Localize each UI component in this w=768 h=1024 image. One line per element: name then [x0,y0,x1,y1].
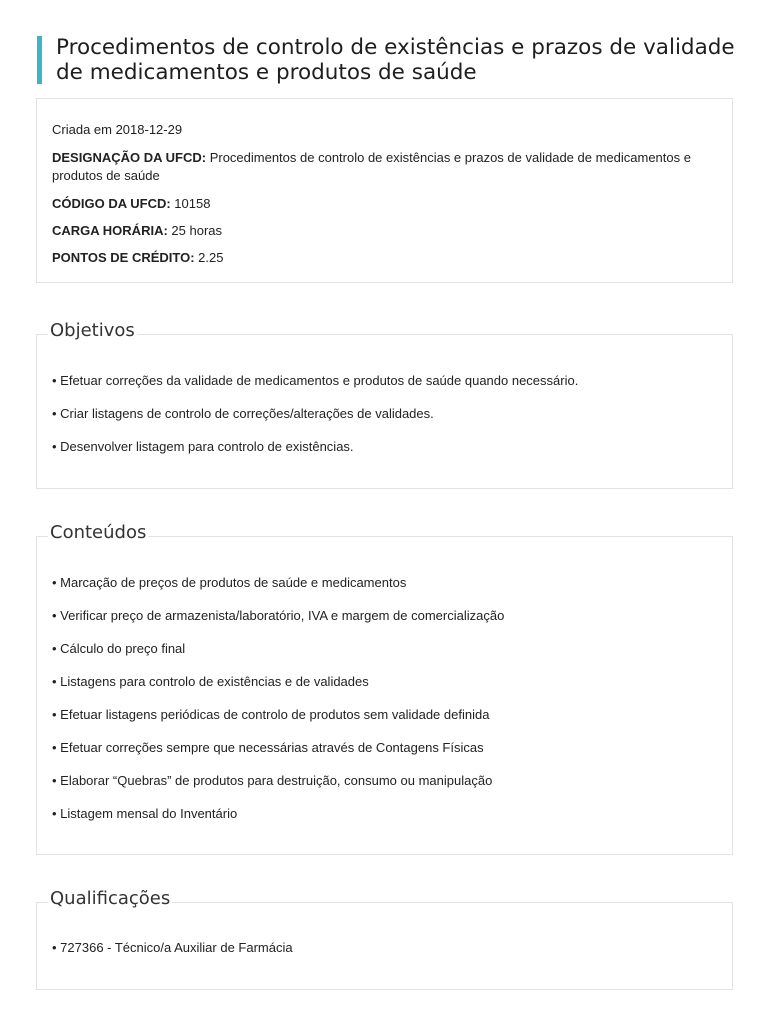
credits-label: PONTOS DE CRÉDITO: [52,250,195,265]
credits-value: 2.25 [194,250,224,265]
info-card [36,98,733,283]
page-header [37,36,737,86]
designation-field [52,149,712,185]
code-label: CÓDIGO DA UFCD: [52,196,171,211]
objetivos-title: Objetivos [50,320,135,341]
list-item: • Listagem mensal do Inventário [52,806,238,821]
code-value: 10158 [170,196,211,211]
list-item: • Efetuar correções da validade de medicamentos e produtos de saúde quando necessário. [52,373,579,388]
list-item: • Elaborar “Quebras” de produtos para destruição, consumo ou manipulação [52,773,493,788]
title-accent-bar [37,36,42,84]
list-item: • Desenvolver listagem para controlo de existências. [52,439,354,454]
created-date: Criada em 2018-12-29 [52,122,183,137]
list-item: • Efetuar listagens periódicas de controlo de produtos sem validade definida [52,707,490,722]
list-item: • Listagens para controlo de existências e de validades [52,674,369,689]
hours-label: CARGA HORÁRIA: [52,223,168,238]
qualificacoes-card [36,902,733,990]
qualificacoes-title: Qualificações [50,888,171,909]
page-title: Procedimentos de controlo de existências e prazos de validade de medicamentos e produtos de saúde [56,35,735,85]
list-item: • Efetuar correções sempre que necessárias através de Contagens Físicas [52,740,484,755]
designation-label: DESIGNAÇÃO DA UFCD: [52,150,207,165]
list-item: • Criar listagens de controlo de correções/alterações de validades. [52,406,434,421]
conteudos-card [36,536,733,855]
list-item: • Verificar preço de armazenista/laboratório, IVA e margem de comercialização [52,608,505,623]
objetivos-card [36,334,733,489]
code-field [52,195,712,213]
list-item: • 727366 - Técnico/a Auxiliar de Farmácia [52,940,293,955]
list-item: • Cálculo do preço final [52,641,186,656]
hours-field [52,222,712,240]
conteudos-title: Conteúdos [50,522,147,543]
list-item: • Marcação de preços de produtos de saúde e medicamentos [52,575,407,590]
credits-field [52,249,712,267]
hours-value: 25 horas [167,223,222,238]
designation-value: Procedimentos de controlo de existências e prazos de validade de medicamentos e produtos de saúde [52,150,691,183]
